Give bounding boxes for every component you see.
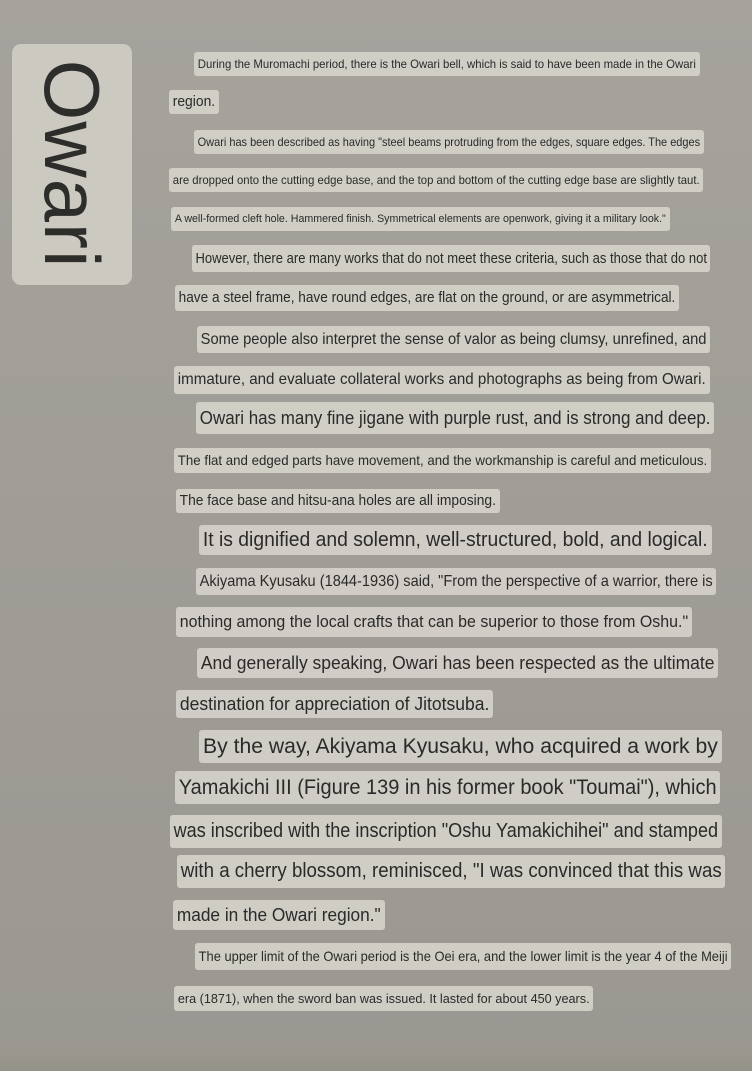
text-line: It is dignified and solemn, well-structured, bold, and logical. xyxy=(199,525,712,555)
text-line: Owari has been described as having "steel beams protruding from the edges, square edges. The edges xyxy=(194,130,704,154)
text-line: A well-formed cleft hole. Hammered finish. Symmetrical elements are openwork, giving it a military look." xyxy=(171,207,670,231)
text-line: However, there are many works that do not meet these criteria, such as those that do not xyxy=(192,245,710,272)
text-line: are dropped onto the cutting edge base, and the top and bottom of the cutting edge base are slightly taut. xyxy=(169,168,703,192)
text-line: Owari has many fine jigane with purple rust, and is strong and deep. xyxy=(196,402,714,434)
text-line: During the Muromachi period, there is the Owari bell, which is said to have been made in the Owari xyxy=(194,52,700,76)
page-title: Owari xyxy=(28,59,116,269)
text-line: destination for appreciation of Jitotsuba. xyxy=(176,690,493,718)
text-line: immature, and evaluate collateral works and photographs as being from Owari. xyxy=(174,366,710,394)
text-line: Akiyama Kyusaku (1844-1936) said, "From the perspective of a warrior, there is xyxy=(196,568,716,595)
text-line: The upper limit of the Owari period is the Oei era, and the lower limit is the year 4 of the Meiji xyxy=(195,943,731,970)
text-line: made in the Owari region." xyxy=(173,900,385,930)
text-line: region. xyxy=(169,90,219,114)
text-line: have a steel frame, have round edges, are flat on the ground, or are asymmetrical. xyxy=(175,285,679,311)
text-line: The face base and hitsu-ana holes are all imposing. xyxy=(176,489,500,513)
text-line: with a cherry blossom, reminisced, "I was convinced that this was xyxy=(177,855,725,888)
text-line: By the way, Akiyama Kyusaku, who acquired a work by xyxy=(199,730,722,763)
text-line: nothing among the local crafts that can be superior to those from Oshu." xyxy=(176,607,692,637)
text-line: And generally speaking, Owari has been respected as the ultimate xyxy=(197,648,718,678)
text-line: Some people also interpret the sense of valor as being clumsy, unrefined, and xyxy=(197,326,710,353)
text-line: era (1871), when the sword ban was issued. It lasted for about 450 years. xyxy=(174,986,593,1011)
text-line: was inscribed with the inscription "Oshu Yamakichihei" and stamped xyxy=(170,815,722,848)
text-line: The flat and edged parts have movement, and the workmanship is careful and meticulous. xyxy=(174,448,711,473)
text-line: Yamakichi III (Figure 139 in his former book "Toumai"), which xyxy=(175,771,720,804)
bottom-shadow xyxy=(0,1040,752,1071)
